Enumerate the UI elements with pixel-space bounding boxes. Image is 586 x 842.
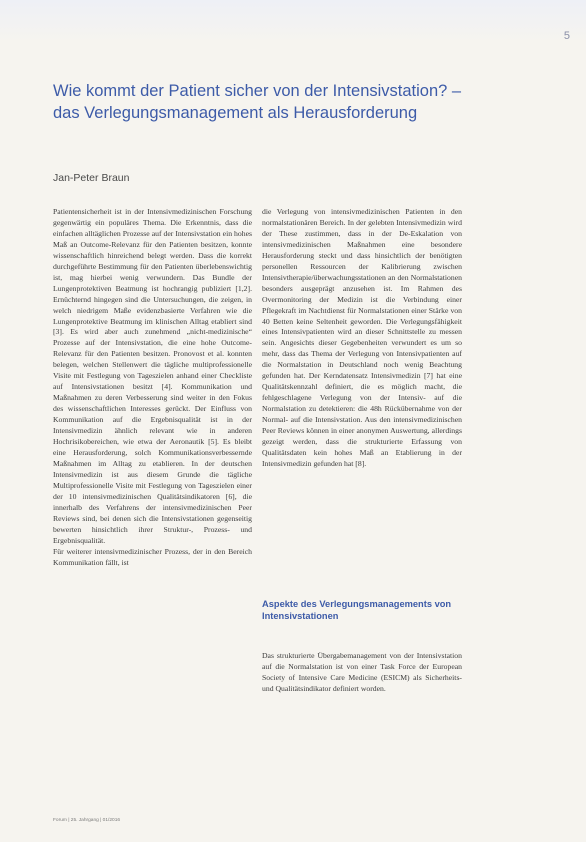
- article-title: Wie kommt der Patient sicher von der Intensivstation? – das Verlegungsmanagement als Herausforderung: [53, 82, 462, 122]
- body-column-right-bottom: Das strukturierte Übergabemanagement von der Intensivstation auf die Normalstation ist von einer Task Force der European Society of Intensive Care Medicine (ESICM) als Sicherheits- und Qualitätsindikator definiert worden.: [262, 651, 462, 693]
- body-column-left: Patientensicherheit ist in der Intensivmedizinischen Forschung gegenwärtig ein populäres Thema. Die Erkenntnis, dass die einfachen alltäglichen Prozesse auf der Intensivstation ein hohes Maß an Outcome-Relevanz für den Patienten besitzen, konnte wissenschaftlich hinreichend belegt werden. Dass die korrekt durchgeführte Bestimmung für den Patienten überlebenswichtig ist, mag hierbei wenig verwundern. Das Bundle der Lungenprotektiven Beatmung ist hochrangig publiziert [1,2]. Ernüchternd hingegen sind die Untersuchungen, die zeigen, in welch niedrigem Maße evidenzbasierte Verfahren wie die Lungenprotektive Beatmung im klinischen Alltag etabliert sind [3]. Es wird aber auch zunehmend „nicht-medizinische“ Prozesse auf der Intensivstation, die eine hohe Outcome-Relevanz für den Patienten besitzen. Pronovost et al. konnten belegen, welchen Stellenwert die tägliche multiprofessionelle Visite mit Festlegung von Tageszielen anhand einer Checkliste auf Intensivstationen besitzt [4]. Kommunikation und Maßnahmen zu deren Verbesserung sind weiter in den Fokus des wissenschaftlichen Interesses gerückt. Der Einfluss von Kommunikation auf die Ergebnisqualität ist in der Intensivmedizin ähnlich relevant wie in anderen Hochrisikobereichen, wie etwa der Aeronautik [5]. Es bleibt eine Herausforderung, solch Kommunikationsverbessernde Maßnahmen im Alltag zu etablieren. In der deutschen Intensivmedizin ist aus diesem Grunde die tägliche Multiprofessionelle Visite mit Festlegung von Tageszielen einer der 10 intensivmedizinischen Qualitätsindikatoren [6], die innerhalb des Verfahrens der intensivmedizinischen Peer Reviews sind, bei denen sich die Intensivstationen gegenseitig bewerten hinsichtlich ihrer Struktur-, Prozess- und Ergebnisqualität. Für weiterer intensivmedizinischer Prozess, der in den Bereich Kommunikation fällt, ist: [53, 207, 252, 567]
- header-band: [0, 0, 586, 42]
- page-number: 5: [563, 30, 570, 42]
- article-author: Jan-Peter Braun: [53, 172, 130, 184]
- body-column-right-top: die Verlegung von intensivmedizinischen Patienten in den normalstationären Bereich. In der gelebten Intensivmedizin wird der These zustimmen, dass in der De-Eskalation von intensivmedizinischen Maßnahmen eine besondere Herausforderung steckt und dass hinsichtlich der benötigten personellen Ressourcen der Kalibrierung zwischen Intensivtherapie/überwachungsstationen an den Normalstationen besonders ausgeprägt anzusehen ist. Im Rahmen des Overmonitoring der Medizin ist die Verbindung einer Pflegekraft im Nachtdienst für Normalstationen einer Stärke von 40 Betten keine Seltenheit geworden. Die Verlegungsfähigkeit eines Intensivpatienten wird an dieser Schnittstelle zu messen sein. Angesichts dieser Gegebenheiten verwundert es um so mehr, dass das Thema der Verlegung von Intensivpatienten auf die Normalstation in Deutschland noch wenig Beachtung gefunden hat. Der Kerndatensatz Intensivmedizin [7] hat eine Qualitätskennzahl definiert, die es möglich macht, die fehlgeschlagene Verlegung von der Intensiv- auf die Normalstation zu detektieren: die 48h Rückübernahme von der Normal- auf die Intensivstation. Aus den intensivmedizinischen Peer Reviews können in einer anonymen Auswertung, allerdings gezeigt werden, dass die strukturierte Erfassung von Qualitätsdaten kein hohes Maß an Etablierung in der Intensivmedizin gefunden hat [8].: [262, 207, 462, 468]
- section-heading: Aspekte des Verlegungsmanagements von Intensivstationen: [262, 599, 452, 622]
- page-footer: Forum | 25. Jahrgang | 01/2016: [53, 818, 121, 823]
